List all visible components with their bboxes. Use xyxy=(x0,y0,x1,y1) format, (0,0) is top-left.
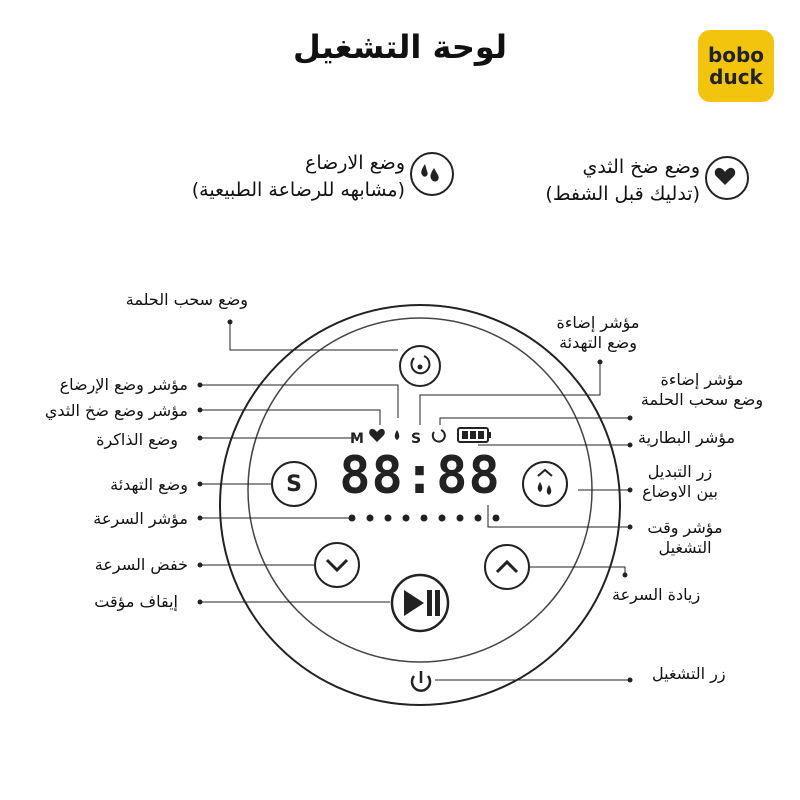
pump-mode-desc: (تدليك قبل الشفط) xyxy=(545,183,700,205)
label-nipple-suction-mode: وضع سحب الحلمة xyxy=(125,290,248,309)
logo-line-2: duck xyxy=(709,65,763,89)
label-increase-speed: زيادة السرعة xyxy=(612,585,701,604)
label-runtime-indicator xyxy=(635,518,735,558)
label-soothing-light-line1: مؤشر إضاءة xyxy=(556,313,640,332)
label-battery-indicator: مؤشر البطارية xyxy=(638,428,736,447)
time-display: 88:88 xyxy=(339,446,501,506)
logo-line-1: bobo xyxy=(707,43,765,67)
label-suction-light-line2: وضع سحب الحلمة xyxy=(640,390,764,409)
label-pump-mode-indicator: مؤشر وضع ضخ الثدي xyxy=(44,401,188,420)
label-soothing-light-line2: وضع التهدئة xyxy=(559,333,637,352)
label-suction-light-line1: مؤشر إضاءة xyxy=(660,370,744,389)
label-switch-modes xyxy=(625,462,735,502)
switch-mode-button[interactable] xyxy=(523,462,567,506)
memory-letter: M xyxy=(350,431,364,447)
label-feeding-mode-indicator: مؤشر وضع الإرضاع xyxy=(59,375,188,394)
label-power-button: زر التشغيل xyxy=(652,664,726,683)
label-suction-light xyxy=(632,370,772,410)
label-pause-timer: إيقاف مؤقت xyxy=(94,592,178,611)
label-soothing-light xyxy=(548,313,648,353)
increase-speed-button[interactable] xyxy=(485,545,529,589)
nipple-suction-button[interactable] xyxy=(400,346,440,386)
label-runtime-line1: مؤشر وقت xyxy=(647,518,723,537)
label-runtime-line2: التشغيل xyxy=(658,538,712,557)
feeding-mode-desc: (مشابهه للرضاعة الطبيعية) xyxy=(191,179,405,201)
decrease-speed-button[interactable] xyxy=(315,543,359,587)
label-switch-modes-line2: بين الاوضاع xyxy=(642,482,718,501)
soothing-button-letter: S xyxy=(286,471,302,497)
soothing-letter: S xyxy=(411,431,422,447)
play-pause-button[interactable] xyxy=(392,575,448,631)
label-decrease-speed: خفض السرعة xyxy=(94,555,188,574)
label-switch-modes-line1: زر التبديل xyxy=(647,462,713,481)
soothing-button[interactable] xyxy=(272,462,316,506)
page-title: لوحة التشغيل xyxy=(293,28,507,66)
label-soothing-mode: وضع التهدئة xyxy=(110,475,188,494)
power-button[interactable] xyxy=(405,664,437,696)
pump-mode-title: وضع ضخ الثدي xyxy=(582,156,700,178)
label-speed-indicator: مؤشر السرعة xyxy=(93,509,188,528)
feeding-mode-title: وضع الارضاع xyxy=(304,152,405,174)
label-memory-mode: وضع الذاكرة xyxy=(96,430,178,449)
